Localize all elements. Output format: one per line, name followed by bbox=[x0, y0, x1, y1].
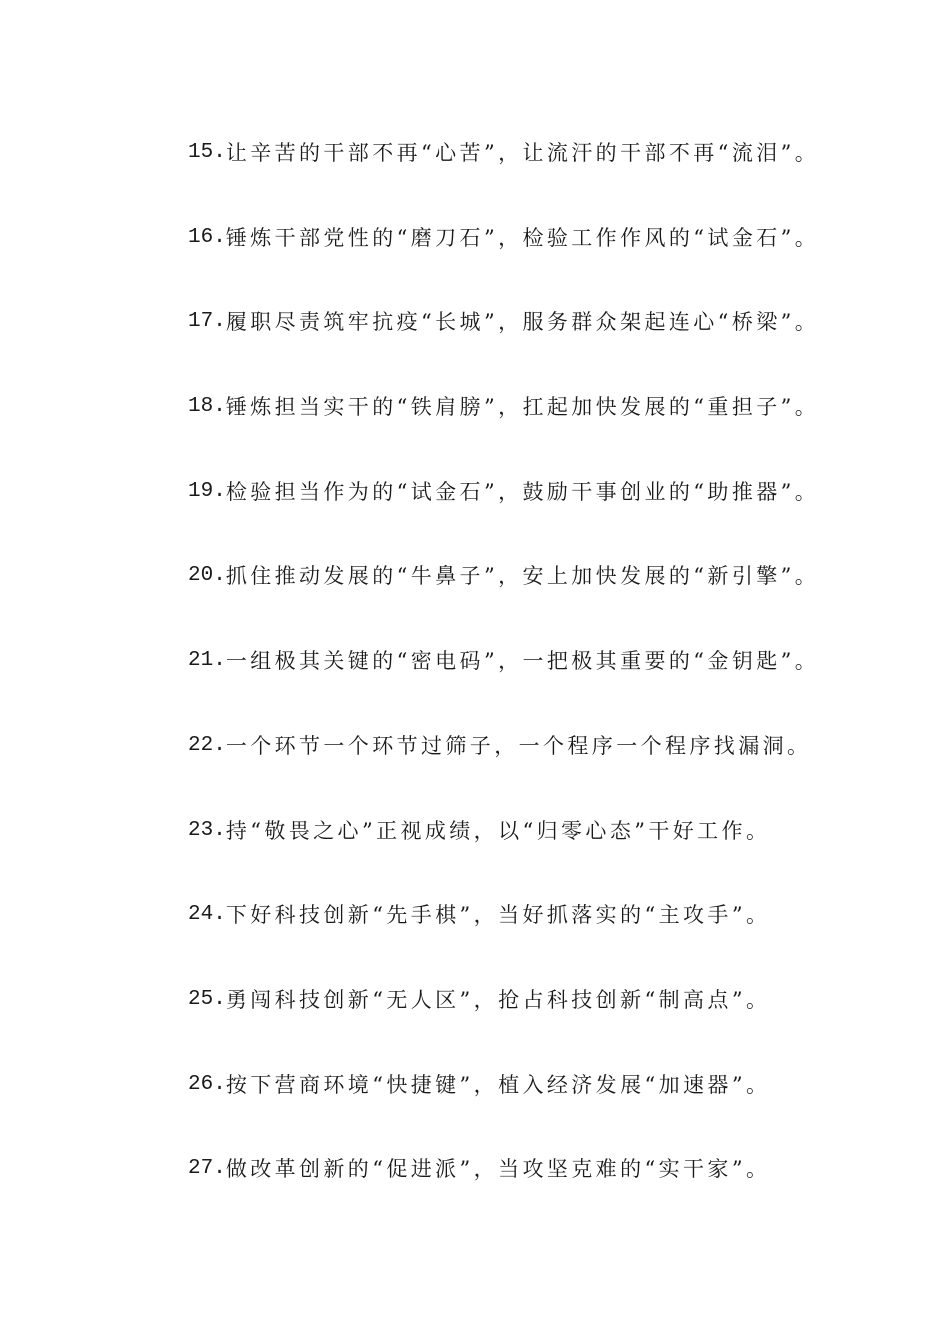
list-item bbox=[188, 814, 908, 899]
item-text: 一组极其关键的“密电码”，一把极其重要的“金钥匙”。 bbox=[225, 649, 820, 674]
list-item bbox=[188, 221, 908, 306]
list-item bbox=[188, 644, 908, 729]
item-text: 锤炼干部党性的“磨刀石”，检验工作作风的“试金石”。 bbox=[225, 225, 820, 250]
list-item bbox=[188, 305, 908, 390]
item-number: 18. bbox=[188, 395, 226, 419]
list-item bbox=[188, 898, 908, 983]
item-text: 履职尽责筑牢抗疫“长城”，服务群众架起连心“桥梁”。 bbox=[225, 310, 820, 335]
list-item bbox=[188, 136, 908, 221]
item-text: 让辛苦的干部不再“心苦”，让流汗的干部不再“流泪”。 bbox=[225, 141, 820, 165]
item-text: 锤炼担当实干的“铁肩膀”，扛起加快发展的“重担子”。 bbox=[225, 395, 820, 420]
list-item bbox=[188, 729, 908, 814]
item-number: 26. bbox=[188, 1072, 226, 1096]
item-text: 勇闯科技创新“无人区”，抢占科技创新“制高点”。 bbox=[225, 987, 771, 1012]
list-item bbox=[188, 983, 908, 1068]
item-number: 19. bbox=[188, 479, 226, 503]
list-item bbox=[188, 1152, 908, 1237]
item-text: 下好科技创新“先手棋”，当好抓落实的“主攻手”。 bbox=[225, 903, 771, 928]
item-number: 27. bbox=[188, 1157, 226, 1181]
item-text: 做改革创新的“促进派”，当攻坚克难的“实干家”。 bbox=[225, 1157, 771, 1182]
item-number: 21. bbox=[188, 649, 226, 673]
phrase-list bbox=[188, 136, 908, 1237]
list-item bbox=[188, 559, 908, 644]
item-number: 17. bbox=[188, 310, 226, 334]
item-text: 抓住推动发展的“牛鼻子”，安上加快发展的“新引擎”。 bbox=[225, 564, 820, 589]
item-number: 16. bbox=[188, 225, 226, 249]
item-number: 23. bbox=[188, 818, 226, 842]
item-number: 22. bbox=[188, 733, 226, 757]
item-number: 24. bbox=[188, 903, 226, 927]
list-item bbox=[188, 1068, 908, 1153]
item-text: 按下营商环境“快捷键”，植入经济发展“加速器”。 bbox=[225, 1072, 771, 1097]
list-item bbox=[188, 390, 908, 475]
item-number: 15. bbox=[188, 141, 226, 164]
item-text: 一个环节一个环节过筛子，一个程序一个程序找漏洞。 bbox=[225, 733, 812, 758]
item-text: 检验担当作为的“试金石”，鼓励干事创业的“助推器”。 bbox=[225, 479, 820, 504]
item-number: 25. bbox=[188, 987, 226, 1011]
list-item bbox=[188, 475, 908, 560]
item-number: 20. bbox=[188, 564, 226, 588]
item-text: 持“敬畏之心”正视成绩，以“归零心态”干好工作。 bbox=[225, 818, 771, 843]
